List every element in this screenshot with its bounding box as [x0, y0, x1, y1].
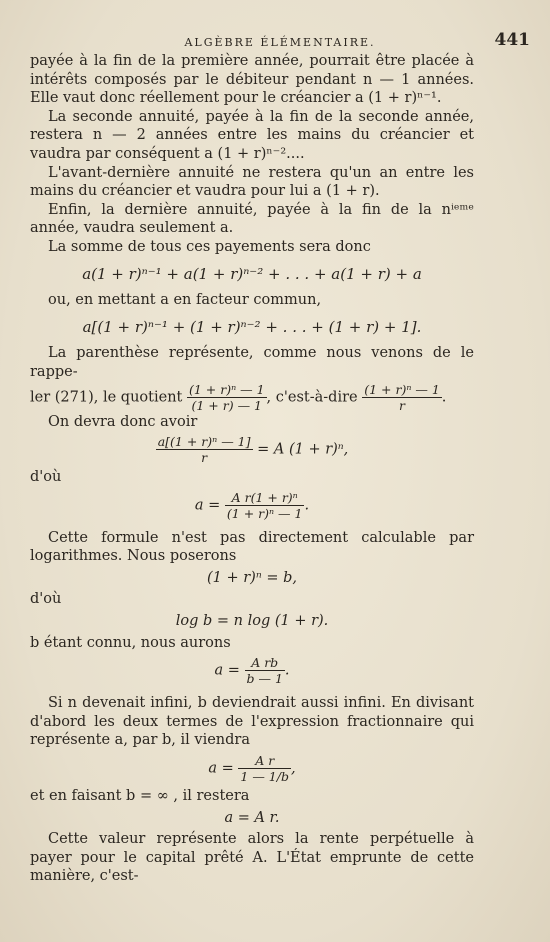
- equation: (1 + r)ⁿ = b,: [207, 569, 297, 586]
- equation-end: .: [284, 662, 290, 679]
- fraction-numerator: A rb: [245, 655, 285, 671]
- text-span: , c'est-à-dire: [266, 389, 358, 405]
- fraction: [225, 490, 305, 521]
- equation-lhs: a =: [208, 760, 234, 777]
- body-text: [30, 52, 474, 886]
- fraction-denominator: (1 + r) — 1: [191, 397, 263, 413]
- paragraph: d'où: [30, 469, 62, 486]
- paragraph: ou, en mettant a en facteur commun,: [48, 292, 322, 309]
- fraction-numerator: a[(1 + r)ⁿ — 1]: [157, 434, 251, 450]
- equation: a(1 + r)ⁿ⁻¹ + a(1 + r)ⁿ⁻² + . . . + a(1 + r) + a: [82, 264, 422, 283]
- fraction-denominator: r: [201, 450, 208, 466]
- paragraph: On devra donc avoir: [48, 413, 198, 430]
- paragraph-with-fractions: [30, 382, 474, 413]
- fraction: [156, 434, 253, 465]
- paragraph: L'avant-dernière annuité ne restera qu'un an entre les mains du créancier et vaudra pour lui a (1 + r).: [30, 164, 474, 200]
- paragraph: La seconde annuité, payée à la fin de la seconde année, restera n — 2 années entre les mains du créancier et vaudra par conséquent a (1 + r)ⁿ⁻²....: [30, 108, 474, 162]
- paragraph: Cette valeur représente alors la rente perpétuelle à payer pour le capital prêté A. L'État emprunte de cette manière, c'est-: [30, 831, 474, 885]
- equation: [30, 655, 474, 686]
- fraction-numerator: A r(1 + r)ⁿ: [225, 490, 305, 506]
- running-title: ALGÈBRE ÉLÉMENTAIRE.: [184, 36, 376, 49]
- fraction: [187, 382, 267, 413]
- paragraph: et en faisant b = ∞ , il restera: [30, 788, 250, 805]
- text-span: .: [441, 389, 447, 405]
- equation: a = A r.: [224, 809, 280, 826]
- paragraph: Cette formule n'est pas directement calculable par logarithmes. Nous poserons: [30, 529, 474, 565]
- paragraph: Si n devenait infini, b deviendrait aussi infini. En divisant d'abord les deux termes de l'expression fractionnaire qui représente a, par b, il viendra: [30, 695, 474, 749]
- equation: a[(1 + r)ⁿ⁻¹ + (1 + r)ⁿ⁻² + . . . + (1 + r) + 1].: [82, 317, 422, 336]
- fraction: [238, 753, 291, 784]
- equation: [30, 434, 474, 465]
- fraction-denominator: (1 + r)ⁿ — 1: [226, 505, 303, 521]
- fraction: [245, 655, 285, 686]
- equation-end: .: [304, 497, 310, 514]
- paragraph: b étant connu, nous aurons: [30, 634, 231, 651]
- equation: [30, 490, 474, 521]
- paragraph: d'où: [30, 591, 62, 608]
- page-number: 441: [494, 30, 530, 50]
- equation-end: ,: [290, 760, 296, 777]
- paragraph: La somme de tous ces payements sera donc: [48, 238, 371, 255]
- text-span: ler (271), le quotient: [30, 389, 183, 405]
- equation-lhs: a =: [194, 497, 221, 514]
- paragraph: Enfin, la dernière annuité, payée à la fin de la nⁱᵉᵐᵉ année, vaudra seulement a.: [30, 201, 474, 237]
- fraction-denominator: 1 — 1/b: [240, 769, 289, 785]
- fraction-numerator: A r: [238, 753, 291, 769]
- fraction-denominator: r: [399, 397, 405, 413]
- fraction: [362, 382, 442, 413]
- paragraph: La parenthèse représente, comme nous venons de le rappe-: [30, 345, 474, 380]
- fraction-numerator: (1 + r)ⁿ — 1: [188, 381, 265, 397]
- fraction-numerator: (1 + r)ⁿ — 1: [364, 381, 440, 397]
- equation-lhs: a =: [214, 662, 240, 679]
- paragraph: payée à la fin de la première année, pourrait être placée à intérêts composés par le débiteur pendant n — 1 années. Elle vaut donc réellement pour le créancier a (1 + r)ⁿ⁻¹.: [30, 53, 474, 107]
- equation: [30, 753, 474, 784]
- equation: log b = n log (1 + r).: [175, 613, 329, 630]
- equation-rhs: = A (1 + r)ⁿ,: [257, 441, 349, 458]
- fraction-denominator: b — 1: [246, 671, 283, 687]
- page-header: [30, 30, 530, 50]
